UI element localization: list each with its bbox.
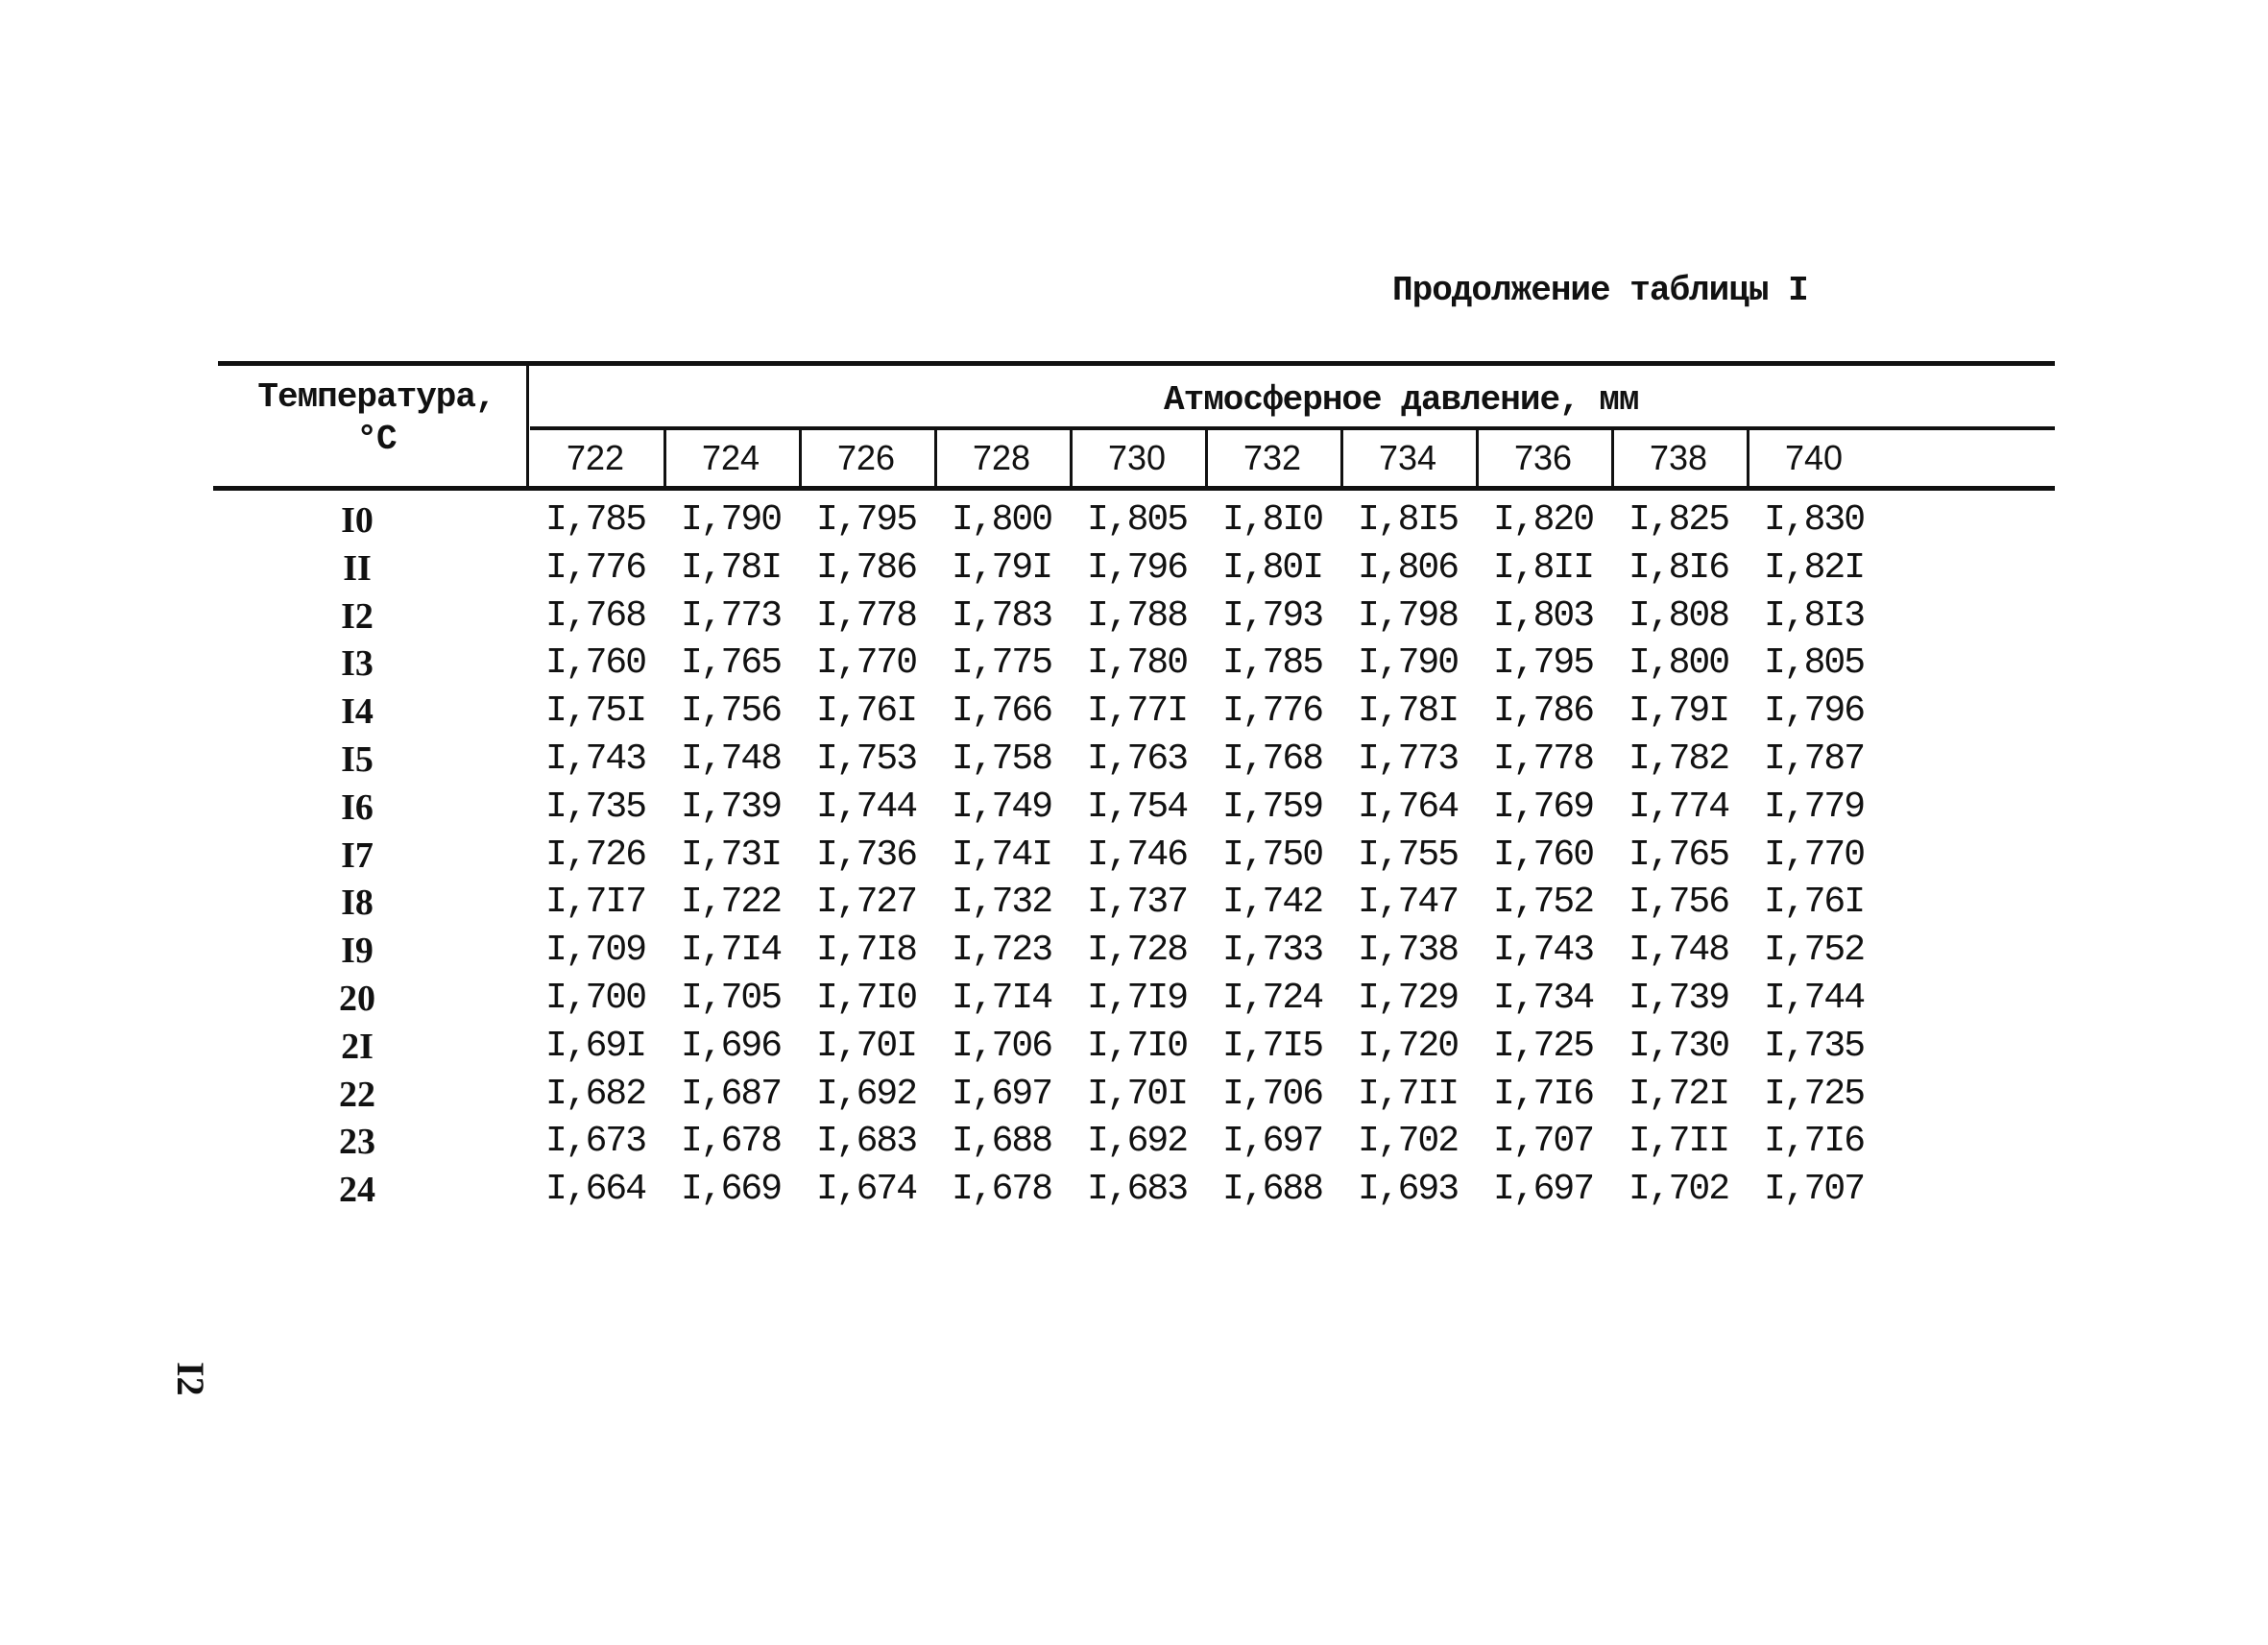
table-cell: I,664 [544,1169,646,1211]
table-cell: I,78I [1357,690,1459,733]
column-divider [1611,430,1614,488]
table-cell: I,805 [1763,642,1865,685]
table-cell: I,7I4 [951,978,1052,1019]
table-cell: I,724 [1221,978,1323,1019]
table-cell: I,700 [544,978,646,1019]
table-cell: I,7I5 [1221,1025,1323,1067]
table-cell: I,775 [951,642,1052,685]
table-cell: I,798 [1357,594,1459,637]
table-cell: I,739 [680,786,782,828]
table-cell: I,787 [1763,738,1865,780]
table-row [213,642,2055,690]
table-cell: I,778 [815,594,917,637]
table-cell: I,8I0 [1221,499,1323,541]
table-cell: I,720 [1357,1025,1459,1067]
table-cell: I,760 [1492,834,1594,876]
table-cell: I,7II [1628,1121,1729,1163]
table-cell: I,766 [951,690,1052,733]
table-cell: I,773 [1357,738,1459,780]
table-cell: I,796 [1763,690,1865,733]
table-row [213,1169,2055,1217]
pressure-column-header: 740 [1784,438,1844,477]
table-cell: I,706 [1221,1073,1323,1115]
table-cell: I,735 [1763,1025,1865,1067]
table-cell: I,743 [544,738,646,780]
pressure-column-header: 738 [1649,438,1708,477]
table-cell: I,707 [1763,1169,1865,1211]
table-cell: I,735 [544,786,646,828]
pressure-column-header: 722 [566,438,625,477]
column-divider [1340,430,1343,488]
table-row [213,1121,2055,1169]
table-cell: I,795 [815,499,917,541]
table-row [213,978,2055,1026]
table-cell: I,806 [1357,546,1459,589]
table-cell: I,723 [951,930,1052,972]
table-cell: I,795 [1492,642,1594,685]
table-cell: I,705 [680,978,782,1019]
table-cell: I,754 [1086,786,1188,828]
table-cell: I,796 [1086,546,1188,589]
row-temperature: II [343,547,372,589]
table-cell: I,725 [1492,1025,1594,1067]
table-row [213,595,2055,643]
table-cell: I,768 [544,594,646,637]
table-cell: I,683 [815,1121,917,1163]
table-cell: I,674 [815,1169,917,1211]
table-cell: I,82I [1763,546,1865,589]
table-cell: I,75I [544,690,646,733]
table-row [213,690,2055,738]
table-cell: I,758 [951,738,1052,780]
row-temperature: I7 [341,835,374,876]
table-cell: I,769 [1492,786,1594,828]
table-cell: I,80I [1221,546,1323,589]
table-cell: I,800 [951,499,1052,541]
table-cell: I,70I [1086,1073,1188,1115]
pressure-column-header: 736 [1513,438,1573,477]
column-divider [799,430,802,488]
table-cell: I,673 [544,1121,646,1163]
table-cell: I,7I6 [1763,1121,1865,1163]
table-cell: I,737 [1086,882,1188,924]
table-cell: I,697 [951,1073,1052,1115]
table-cell: I,744 [815,786,917,828]
table-cell: I,770 [1763,834,1865,876]
table-cell: I,750 [1221,834,1323,876]
temperature-header [232,376,520,461]
table-cell: I,778 [1492,738,1594,780]
table-cell: I,790 [1357,642,1459,685]
column-divider [1070,430,1073,488]
table-cell: I,760 [544,642,646,685]
table-row [213,882,2055,930]
table-cell: I,736 [815,834,917,876]
table-cell: I,785 [544,499,646,541]
table-cell: I,743 [1492,930,1594,972]
table-cell: I,808 [1628,594,1729,637]
table-cell: I,725 [1763,1073,1865,1115]
table-cell: I,752 [1763,930,1865,972]
temperature-header-unit: °C [356,420,397,459]
row-temperature: I4 [341,691,374,733]
column-divider [934,430,937,488]
table-cell: I,7I4 [680,930,782,972]
table-cell: I,780 [1086,642,1188,685]
table-cell: I,693 [1357,1169,1459,1211]
table-cell: I,830 [1763,499,1865,541]
table-cell: I,788 [1086,594,1188,637]
table-row [213,1074,2055,1122]
table-cell: I,72I [1628,1073,1729,1115]
table-cell: I,7I9 [1086,978,1188,1019]
table-cell: I,800 [1628,642,1729,685]
table-cell: I,753 [815,738,917,780]
table-cell: I,7I0 [1086,1025,1188,1067]
table-cell: I,749 [951,786,1052,828]
table-cell: I,776 [1221,690,1323,733]
table-cell: I,783 [951,594,1052,637]
table-row [213,1026,2055,1074]
table-cell: I,722 [680,882,782,924]
table-cell: I,76I [815,690,917,733]
table-cell: I,785 [1221,642,1323,685]
table-cell: I,726 [544,834,646,876]
pressure-header: Атмосферное давление, мм [1164,380,1639,420]
table-cell: I,78I [680,546,782,589]
row-temperature: 2I [341,1026,374,1067]
table-cell: I,69I [544,1025,646,1067]
table-cell: I,7I7 [544,882,646,924]
table-cell: I,687 [680,1073,782,1115]
table-cell: I,742 [1221,882,1323,924]
column-divider [1747,430,1749,488]
row-temperature: I5 [341,739,374,780]
table-cell: I,763 [1086,738,1188,780]
table-cell: I,748 [680,738,782,780]
table-cell: I,683 [1086,1169,1188,1211]
row-temperature: 22 [339,1074,375,1115]
table-cell: I,669 [680,1169,782,1211]
table-cell: I,8I5 [1357,499,1459,541]
pressure-column-header: 728 [972,438,1031,477]
table-cell: I,728 [1086,930,1188,972]
table-cell: I,782 [1628,738,1729,780]
table-cell: I,7I8 [815,930,917,972]
table-cell: I,744 [1763,978,1865,1019]
table-cell: I,688 [951,1121,1052,1163]
table-cell: I,786 [815,546,917,589]
table-row [213,786,2055,835]
row-temperature: I3 [341,643,374,685]
column-divider [664,430,666,488]
table-caption: Продолжение таблицы I [1392,271,1808,310]
table-cell: I,697 [1221,1121,1323,1163]
page-number: I2 [169,1362,212,1396]
table-cell: I,820 [1492,499,1594,541]
header-bottom-rule [213,486,2055,491]
table-cell: I,707 [1492,1121,1594,1163]
table-cell: I,755 [1357,834,1459,876]
row-temperature: 24 [339,1170,375,1211]
table-cell: I,732 [951,882,1052,924]
table-cell: I,756 [1628,882,1729,924]
table-cell: I,805 [1086,499,1188,541]
table-cell: I,79I [1628,690,1729,733]
row-temperature: I8 [341,883,374,924]
table-cell: I,729 [1357,978,1459,1019]
table-cell: I,8I3 [1763,594,1865,637]
table-row [213,835,2055,883]
table-cell: I,727 [815,882,917,924]
table-cell: I,7I0 [815,978,917,1019]
table-cell: I,786 [1492,690,1594,733]
table-cell: I,768 [1221,738,1323,780]
table-cell: I,764 [1357,786,1459,828]
table-cell: I,688 [1221,1169,1323,1211]
table-cell: I,678 [680,1121,782,1163]
column-divider [1205,430,1208,488]
table-cell: I,773 [680,594,782,637]
pressure-heading-rule [530,426,2055,430]
table-row [213,499,2055,547]
table-cell: I,76I [1763,882,1865,924]
table-cell: I,770 [815,642,917,685]
row-temperature: I6 [341,786,374,828]
table-cell: I,779 [1763,786,1865,828]
table-cell: I,709 [544,930,646,972]
top-rule [218,361,2055,366]
table-cell: I,678 [951,1169,1052,1211]
pressure-column-header: 732 [1243,438,1302,477]
table-cell: I,77I [1086,690,1188,733]
table-cell: I,702 [1628,1169,1729,1211]
table-cell: I,79I [951,546,1052,589]
table-row [213,738,2055,786]
table-cell: I,730 [1628,1025,1729,1067]
table-cell: I,756 [680,690,782,733]
table-cell: I,8II [1492,546,1594,589]
temperature-header-label: Температура, [257,377,495,417]
table-cell: I,738 [1357,930,1459,972]
table-cell: I,702 [1357,1121,1459,1163]
row-temperature: 20 [339,979,375,1019]
table-cell: I,73I [680,834,782,876]
table-cell: I,765 [680,642,782,685]
row-temperature: I9 [341,931,374,972]
table-cell: I,776 [544,546,646,589]
row-temperature: 23 [339,1122,375,1163]
table-row [213,547,2055,595]
pressure-column-header: 726 [836,438,896,477]
table-cell: I,790 [680,499,782,541]
table-cell: I,748 [1628,930,1729,972]
table-cell: I,793 [1221,594,1323,637]
table-cell: I,734 [1492,978,1594,1019]
table-row [213,930,2055,978]
table-cell: I,8I6 [1628,546,1729,589]
row-temperature: I2 [341,595,374,637]
table-cell: I,739 [1628,978,1729,1019]
table-cell: I,692 [815,1073,917,1115]
table-cell: I,765 [1628,834,1729,876]
pressure-column-header: 734 [1378,438,1437,477]
column-divider [1476,430,1479,488]
table-cell: I,746 [1086,834,1188,876]
table-cell: I,706 [951,1025,1052,1067]
table-cell: I,697 [1492,1169,1594,1211]
table-cell: I,825 [1628,499,1729,541]
table-cell: I,774 [1628,786,1729,828]
table-cell: I,747 [1357,882,1459,924]
table-cell: I,803 [1492,594,1594,637]
pressure-column-header: 730 [1107,438,1167,477]
table-cell: I,733 [1221,930,1323,972]
table-cell: I,696 [680,1025,782,1067]
table-cell: I,74I [951,834,1052,876]
table-cell: I,7II [1357,1073,1459,1115]
row-temperature: I0 [341,500,374,541]
pressure-column-header: 724 [701,438,760,477]
table-cell: I,682 [544,1073,646,1115]
table-cell: I,752 [1492,882,1594,924]
table-cell: I,692 [1086,1121,1188,1163]
table-cell: I,7I6 [1492,1073,1594,1115]
table-cell: I,759 [1221,786,1323,828]
table-cell: I,70I [815,1025,917,1067]
